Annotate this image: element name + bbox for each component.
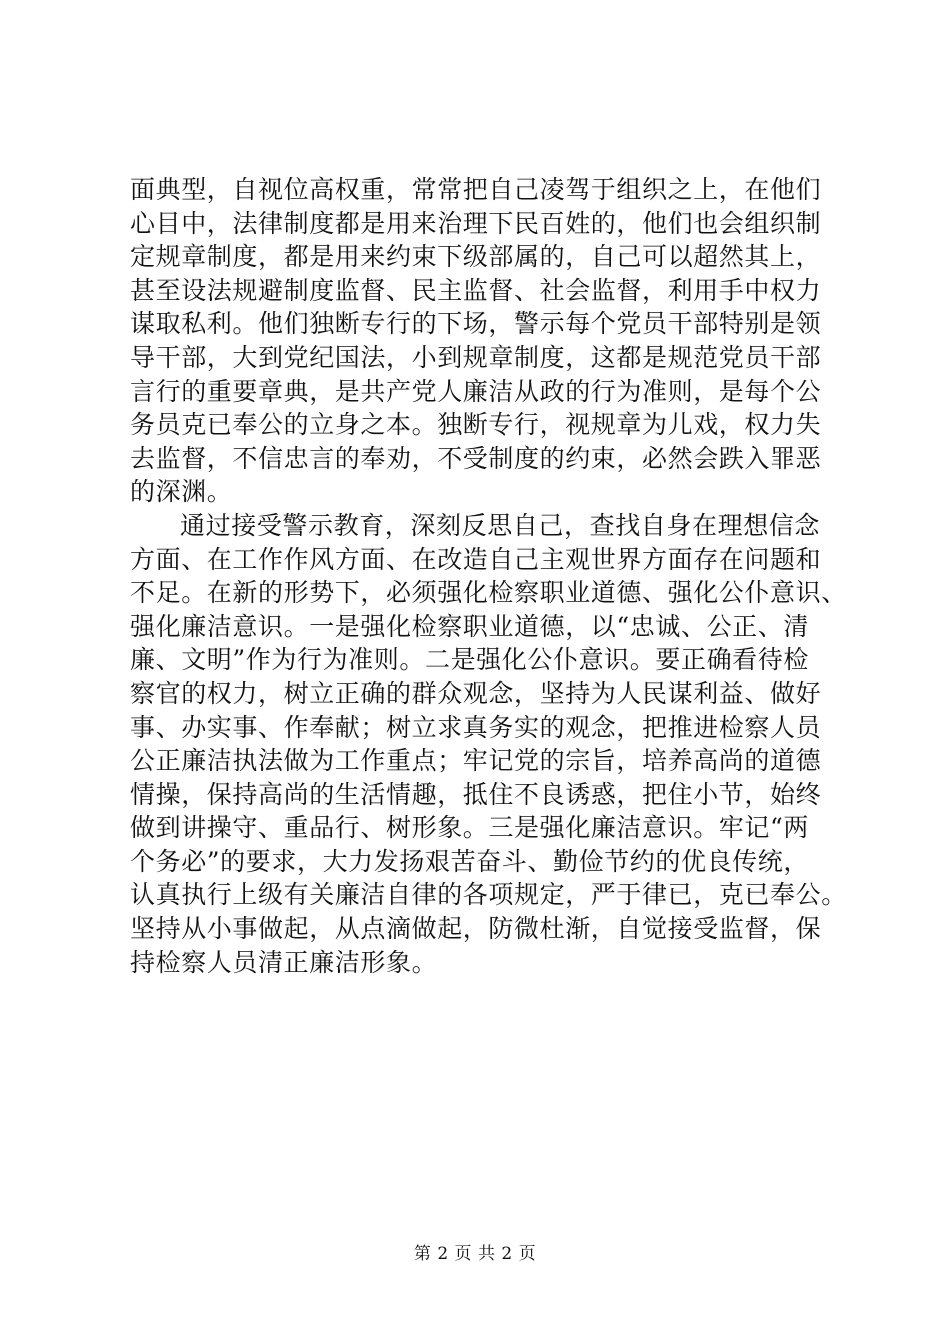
paragraph-line: 去监督，不信忠言的奉劝，不受制度的约束，必然会跌入罪恶 (130, 443, 822, 473)
paragraph-line: 做到讲操守、重品行、树形象。三是强化廉洁意识。牢记“两 (130, 813, 809, 843)
paragraph-line: 认真执行上级有关廉洁自律的各项规定，严于律已，克已奉公。 (130, 880, 847, 910)
paragraph-line: 方面、在工作作风方面、在改造自己主观世界方面存在问题和 (130, 544, 822, 574)
paragraph-line: 察官的权力，树立正确的群众观念，坚持为人民谋利益、做好 (130, 678, 822, 708)
paragraph-line: 务员克已奉公的立身之本。独断专行，视规章为儿戏，权力失 (130, 410, 822, 440)
document-body (130, 173, 847, 979)
paragraph-line: 个务必”的要求，大力发扬艰苦奋斗、勤俭节约的优良传统， (130, 846, 809, 876)
paragraph-line: 言行的重要章典，是共产党人廉洁从政的行为准则，是每个公 (130, 376, 822, 406)
paragraph-line: 事、办实事、作奉献；树立求真务实的观念，把推进检察人员 (130, 712, 822, 742)
paragraph-line: 不足。在新的形势下，必须强化检察职业道德、强化公仆意识、 (130, 578, 847, 608)
paragraph-line: 通过接受警示教育，深刻反思自己，查找自身在理想信念 (180, 510, 821, 540)
paragraph-line: 强化廉洁意识。一是强化检察职业道德，以“忠诚、公正、清 (130, 611, 809, 641)
paragraph-line: 情操，保持高尚的生活情趣，抵住不良诱惑，把住小节，始终 (130, 779, 822, 809)
paragraph-line: 持检察人员清正廉洁形象。 (130, 947, 438, 977)
paragraph-line: 坚持从小事做起，从点滴做起，防微杜渐，自觉接受监督，保 (130, 914, 822, 944)
paragraph-line: 定规章制度，都是用来约束下级部属的，自己可以超然其上， (130, 242, 822, 272)
page-number: 第 2 页 共 2 页 (413, 1244, 537, 1264)
paragraph-line: 公正廉洁执法做为工作重点；牢记党的宗旨，培养高尚的道德 (130, 746, 822, 776)
paragraph-line: 甚至设法规避制度监督、民主监督、社会监督，利用手中权力 (130, 275, 822, 305)
paragraph-2 (130, 509, 847, 979)
paragraph-line: 心目中，法律制度都是用来治理下民百姓的，他们也会组织制 (130, 208, 822, 238)
page-footer (0, 1243, 950, 1265)
paragraph-1 (130, 173, 830, 509)
paragraph-line: 面典型，自视位高权重，常常把自己凌驾于组织之上，在他们 (130, 175, 822, 204)
paragraph-line: 谋取私利。他们独断专行的下场，警示每个党员干部特别是领 (130, 309, 822, 339)
paragraph-line: 的深渊。 (130, 477, 233, 507)
paragraph-line: 导干部，大到党纪国法，小到规章制度，这都是规范党员干部 (130, 342, 822, 372)
paragraph-line: 廉、文明”作为行为准则。二是强化公仆意识。要正确看待检 (130, 645, 809, 675)
